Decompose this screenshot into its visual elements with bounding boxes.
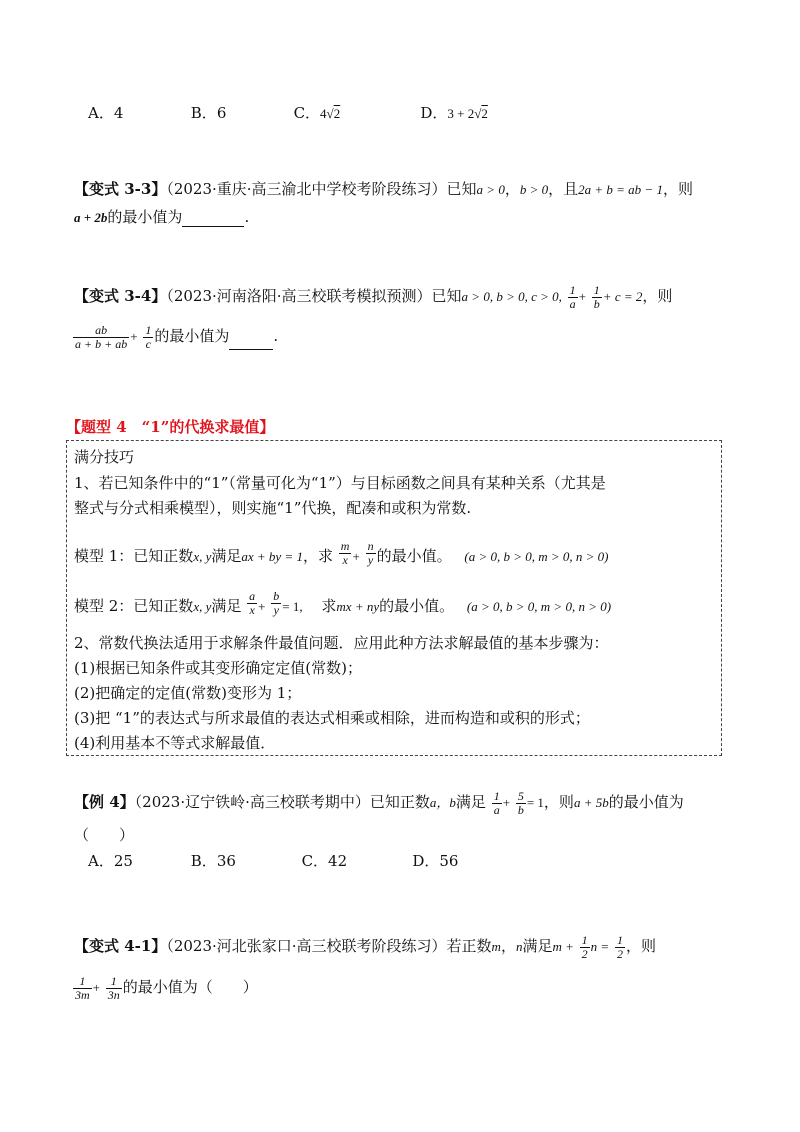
option-c[interactable]: C．4√2 [293,104,341,122]
variant-4-1-line2: $\frac{1}{3m}$ + $\frac{1}{3n}$ 的最小值为（ ） [75,974,258,1002]
example-tag: 【例 4】 [74,793,135,812]
example-4-line1: 【例 4】（2023·辽宁铁岭·高三校联考期中）已知正数a，b满足 $\frac{1}{a}$ + $\frac{5}{b}$ = 1，则a + 5b的最小值为 [74,789,684,817]
variant-3-3-line2: a + 2b的最小值为 . [74,208,250,226]
section-title: 【题型 4 “1”的代换求最值】 [66,418,275,436]
fraction: $\frac{1}{2}$ [581,933,588,961]
sqrt-symbol: √ [474,106,482,121]
fraction: $\frac{n}{y}$ [367,539,374,567]
fraction: $\frac{1}{a}$ [569,283,576,311]
tips-step-3: (3)把 “1”的表达式与所求最值的表达式相乘或相除，进而构造和或积的形式； [74,709,590,727]
answer-blank[interactable] [229,335,273,350]
fraction: $\frac{1}{3n}$ [107,974,120,1002]
variant-3-4-line1: 【变式 3-4】（2023·河南洛阳·高三校联考模拟预测）已知a > 0, b > 0, c > 0, $\frac{1}{a}$ + $\frac{1}{b}$ + c = 2，则 [74,283,673,311]
option-a[interactable]: A．4 [88,104,124,122]
example-4-paren[interactable]: （ ） [74,826,135,844]
variant-tag: 【变式 4-1】 [74,937,167,956]
sqrt-symbol: √ [326,106,334,121]
fraction: $\frac{b}{y}$ [273,589,280,617]
fraction: $\frac{1}{3m}$ [75,974,90,1002]
fraction: $\frac{1}{2}$ [616,933,623,961]
fraction: $\frac{ab}{a + b + ab}$ [75,323,128,351]
variant-3-4-line2: $\frac{ab}{a + b + ab}$ + $\frac{1}{c}$ 的最小值为 . [75,323,279,351]
option-a[interactable]: A．25 [88,852,133,870]
answer-blank[interactable] [182,212,244,227]
option-d[interactable]: D．3 + 2√2 [420,104,488,122]
tips-step-4: (4)利用基本不等式求解最值． [74,734,276,752]
fraction: $\frac{5}{b}$ [517,789,524,817]
option-b[interactable]: B．6 [190,104,227,122]
tips-line-1a: 1、若已知条件中的“1”（常量可化为“1”）与目标函数之间具有某种关系（尤其是 [74,474,606,492]
tips-step-2: (2)把确定的定值(常数)变形为 1； [74,684,302,702]
model-2: 模型 2：已知正数x, y满足 $\frac{a}{x}$ + $\frac{b}{y}$ = 1, 求mx + ny的最小值。 (a > 0, b > 0, m > 0, n > 0) [74,589,612,617]
variant-4-1-line1: 【变式 4-1】（2023·河北张家口·高三校联考阶段练习）若正数m，n满足m + $\frac{1}{2}$ n = $\frac{1}{2}$ ，则 [74,933,656,961]
tips-step-1: (1)根据已知条件或其变形确定定值(常数)； [74,659,362,677]
fraction: $\frac{1}{b}$ [593,283,600,311]
top-options [88,102,488,123]
fraction: $\frac{1}{c}$ [145,323,152,351]
option-d[interactable]: D．56 [412,852,459,870]
variant-tag: 【变式 3-3】 [74,180,167,198]
variant-3-3-line1: 【变式 3-3】（2023·重庆·高三渝北中学校考阶段练习）已知a > 0，b > 0，且2a + b = ab − 1，则 [74,180,693,198]
example-4-options [88,850,458,871]
tips-line-2: 2、常数代换法适用于求解条件最值问题．应用此种方法求解最值的基本步骤为： [74,634,609,652]
tips-line-1b: 整式与分式相乘模型），则实施“1”代换，配凑和或积为常数. [74,499,472,517]
option-c[interactable]: C．42 [301,852,348,870]
fraction: $\frac{1}{a}$ [493,789,500,817]
model-1: 模型 1：已知正数x, y满足ax + by = 1，求 $\frac{m}{x}$ + $\frac{n}{y}$ 的最小值。 (a > 0, b > 0, m > 0, n > 0) [74,539,609,567]
variant-tag: 【变式 3-4】 [74,287,167,306]
tips-heading: 满分技巧 [74,448,135,466]
fraction: $\frac{a}{x}$ [249,589,256,617]
option-b[interactable]: B．36 [190,852,236,870]
fraction: $\frac{m}{x}$ [340,539,350,567]
